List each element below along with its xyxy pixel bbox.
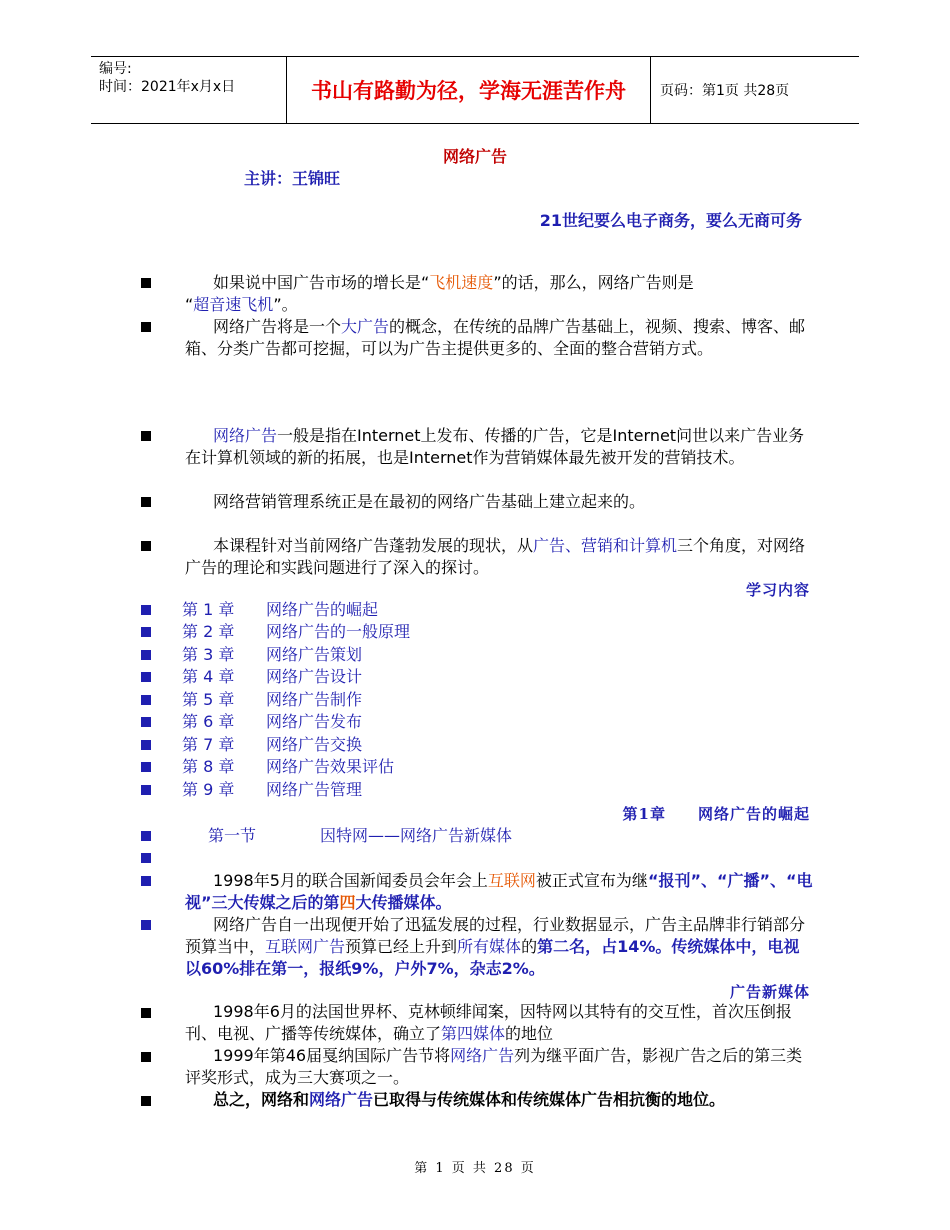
header-page-info: 页码：第1页 共28页 [660, 83, 790, 99]
chapter-item [182, 621, 410, 643]
text: 网络广告自一出现便开始了迅猛发展的过程，行业数据显示，广告主品牌非行销部分预算当中， [185, 915, 806, 956]
highlight: 互联网 [487, 871, 536, 890]
text: 总之，网络和 [213, 1090, 310, 1109]
chapter-item [182, 644, 362, 666]
bullet-icon [141, 920, 151, 930]
page-footer: 第 1 页 共 28 页 [414, 1161, 536, 1176]
bullet-icon [141, 322, 151, 332]
text: 已取得与传统媒体和传统媒体广告相抗衡的地位。 [373, 1090, 726, 1109]
highlight: 网络广告 [309, 1090, 374, 1109]
chapter-name: 网络广告设计 [266, 667, 363, 686]
text: 被正式宣布为继 [535, 871, 648, 890]
chapter-item [182, 689, 362, 711]
chapter-name: 网络广告的崛起 [266, 600, 379, 619]
chapter-name: 网络广告交换 [266, 735, 363, 754]
study-content-label: 学习内容 [745, 581, 810, 599]
section-number: 第一节 [208, 826, 257, 845]
chapter-name: 网络广告制作 [266, 690, 363, 709]
text: 三个角度，对网络广告的理论和实践问题进行了深入的探讨。 [185, 536, 806, 577]
highlight: 网络广告 [450, 1046, 515, 1065]
highlight: 第四媒体 [441, 1024, 506, 1043]
text: ”的话，那么，网络广告则是 [493, 273, 694, 292]
bullet-icon [141, 672, 151, 682]
text: 网络广告将是一个 [213, 317, 342, 336]
doc-time-label: 时间：2021年x月x日 [99, 79, 236, 95]
text: 预算已经上升到 [345, 937, 458, 956]
text: 的地位 [505, 1024, 554, 1043]
text: 的概念，在传统的品牌广告基础上，视频、搜索、博客、邮箱、分类广告都可挖掘，可以为广告主提供更多的、全面的整合营销方式。 [185, 317, 806, 358]
text: 一般是指在Internet上发布、传播的广告，它是Internet问世以来广告业务在计算机领域的新的拓展，也是Internet作为营销媒体最先被开发的营销技术。 [185, 426, 805, 467]
text: “ [185, 295, 194, 314]
chapter-number: 第 3 章 [182, 645, 235, 664]
paragraph-9 [185, 1045, 815, 1089]
motto: 21世纪要么电子商务，要么无商可务 [539, 211, 802, 230]
highlight: 电视以60%排在第一，报纸9%，户外7%，杂志2%。 [185, 937, 800, 978]
bullet-icon [141, 1008, 151, 1018]
speaker: 主讲：王锦旺 [244, 169, 341, 188]
highlight: 所有媒体 [457, 937, 522, 956]
paragraph-2 [185, 316, 815, 360]
chapter-item [182, 599, 378, 621]
chapter-number: 第 4 章 [182, 667, 235, 686]
chapter-item [182, 734, 362, 756]
chapter-item [182, 779, 362, 801]
chapter-name: 网络广告的一般原理 [266, 622, 411, 641]
highlight: 四 [339, 893, 356, 912]
chapter-number: 第 2 章 [182, 622, 235, 641]
page-header [91, 56, 859, 124]
chapter-item [182, 756, 394, 778]
section-name: 因特网——网络广告新媒体 [320, 826, 513, 845]
bullet-icon [141, 876, 151, 886]
chapter-number: 第 1 章 [182, 600, 235, 619]
text: ”。 [273, 295, 298, 314]
highlight: 超音速飞机 [193, 295, 274, 314]
section-heading [208, 825, 512, 847]
paragraph-5 [185, 535, 815, 579]
chapter-number: 第 7 章 [182, 735, 235, 754]
text: 1999年第46届戛纳国际广告节将 [213, 1046, 451, 1065]
bullet-icon [141, 431, 151, 441]
text: 的 [521, 937, 538, 956]
highlight: 网络广告 [213, 426, 278, 445]
text: 1998年5月的联合国新闻委员会年会上 [213, 871, 488, 890]
chapter-item [182, 666, 362, 688]
paragraph-3 [185, 425, 815, 469]
text: 如果说中国广告市场的增长是“ [213, 273, 430, 292]
new-media-label: 广告新媒体 [729, 983, 810, 1001]
text: 列为继平面广告，影视广告之后的第三类评奖形式，成为三大赛项之一。 [185, 1046, 803, 1087]
paragraph-6 [185, 870, 815, 914]
bullet-icon [141, 627, 151, 637]
chapter-name: 网络广告策划 [266, 645, 363, 664]
bullet-icon [141, 497, 151, 507]
bullet-icon [141, 762, 151, 772]
highlight: 广告、营销和计算机 [533, 536, 678, 555]
text: 网络营销管理系统正是在最初的网络广告基础上建立起来的。 [213, 492, 646, 511]
chapter1-heading: 第1章 网络广告的崛起 [622, 805, 810, 823]
bullet-icon [141, 1052, 151, 1062]
chapter-item [182, 711, 362, 733]
bullet-icon [141, 717, 151, 727]
highlight: 第二名，占14%。传统媒体中， [537, 937, 768, 956]
bullet-icon [141, 831, 151, 841]
bullet-icon [141, 853, 151, 863]
bullet-icon [141, 740, 151, 750]
highlight: “报刊”、“广播”、“电视”三大传媒之后的第 [185, 871, 813, 912]
chapter-name: 网络广告效果评估 [266, 757, 395, 776]
paragraph-1 [185, 272, 815, 316]
text: 1998年6月的法国世界杯、克林顿绯闻案，因特网以其特有的交互性，首次压倒报刊、电视、广播等传统媒体，确立了 [185, 1002, 792, 1043]
highlight: 大传播媒体。 [355, 893, 452, 912]
chapter-number: 第 8 章 [182, 757, 235, 776]
chapter-number: 第 6 章 [182, 712, 235, 731]
bullet-icon [141, 541, 151, 551]
highlight: 互联网广告 [265, 937, 346, 956]
doc-number-label: 编号: [99, 61, 132, 77]
chapter-number: 第 9 章 [182, 780, 235, 799]
paragraph-8 [185, 1001, 815, 1045]
header-slogan: 书山有路勤为径，学海无涯苦作舟 [286, 57, 651, 123]
paragraph-10 [185, 1089, 815, 1111]
paragraph-4 [185, 491, 815, 513]
highlight: 飞机速度 [429, 273, 494, 292]
header-meta [91, 57, 286, 123]
paragraph-7 [185, 914, 815, 980]
bullet-icon [141, 695, 151, 705]
bullet-icon [141, 1096, 151, 1106]
doc-title: 网络广告 [442, 147, 507, 166]
bullet-icon [141, 650, 151, 660]
chapter-name: 网络广告管理 [266, 780, 363, 799]
bullet-icon [141, 605, 151, 615]
text: 本课程针对当前网络广告蓬勃发展的现状，从 [213, 536, 534, 555]
chapter-number: 第 5 章 [182, 690, 235, 709]
highlight: 大广告 [341, 317, 390, 336]
bullet-icon [141, 785, 151, 795]
chapter-name: 网络广告发布 [266, 712, 363, 731]
bullet-icon [141, 278, 151, 288]
